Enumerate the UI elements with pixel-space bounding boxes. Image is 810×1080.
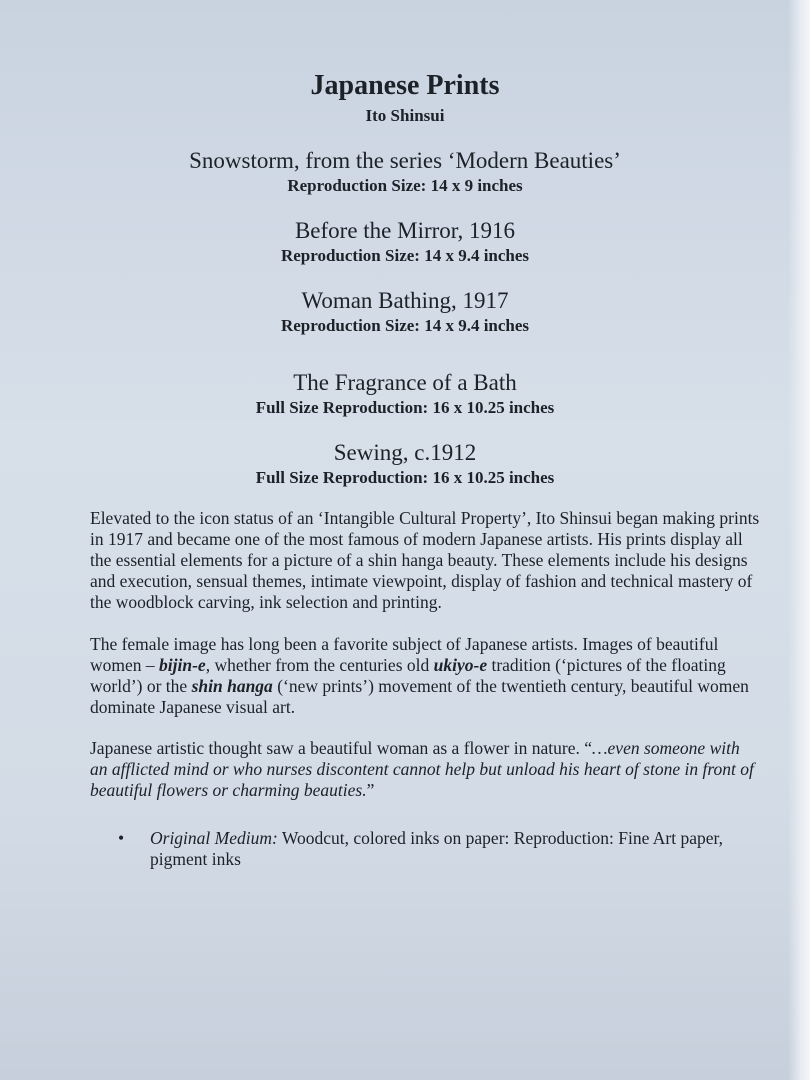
term-bijin-e: bijin-e bbox=[159, 655, 206, 675]
work-size: Reproduction Size: 14 x 9 inches bbox=[287, 176, 523, 195]
term-ukiyo-e: ukiyo-e bbox=[433, 655, 488, 675]
paragraph-text: Japanese artistic thought saw a beautiful woman as a flower in nature. “ bbox=[90, 738, 592, 758]
work-title: Sewing, c.1912 bbox=[333, 440, 477, 465]
paragraph-text: The female image has long been a favorite subject of Japanese artists. Images of beautiful women – bbox=[90, 634, 719, 675]
work-title: Snowstorm, from the series ‘Modern Beauties’ bbox=[189, 148, 621, 173]
paragraph-text: tradition (‘pictures of the floating world’) or the bbox=[90, 655, 726, 696]
bullet-text: Woodcut, colored inks on paper: Reproduction: Fine Art paper, pigment inks bbox=[150, 828, 724, 869]
quote-paragraph bbox=[90, 738, 760, 801]
paragraph-text: , whether from the centuries old bbox=[205, 655, 434, 675]
work-size: Full Size Reproduction: 16 x 10.25 inches bbox=[255, 398, 555, 417]
work-size: Full Size Reproduction: 16 x 10.25 inches bbox=[255, 468, 555, 487]
artist-name: Ito Shinsui bbox=[365, 106, 445, 125]
work-title: Woman Bathing, 1917 bbox=[301, 288, 509, 313]
female-image-paragraph bbox=[90, 634, 760, 718]
work-size: Reproduction Size: 14 x 9.4 inches bbox=[280, 316, 530, 335]
bullet-label: Original Medium: bbox=[150, 828, 278, 848]
quote-text: …even someone with an afflicted mind or who nurses discontent cannot help but unload his heart of stone in front of beautiful flowers or charming beauties. bbox=[90, 738, 754, 800]
term-shin-hanga: shin hanga bbox=[191, 676, 273, 696]
bullet-content bbox=[150, 828, 758, 870]
work-title: Before the Mirror, 1916 bbox=[294, 218, 516, 243]
page-title: Japanese Prints bbox=[310, 70, 500, 101]
bullet-icon: • bbox=[118, 828, 125, 848]
paragraph-text: (‘new prints’) movement of the twentieth century, beautiful women dominate Japanese visual art. bbox=[90, 676, 749, 717]
work-size: Reproduction Size: 14 x 9.4 inches bbox=[280, 246, 530, 265]
work-title: The Fragrance of a Bath bbox=[293, 370, 517, 395]
closing-quote: ” bbox=[366, 780, 375, 800]
intro-paragraph: Elevated to the icon status of an ‘Intangible Cultural Property’, Ito Shinsui began making prints in 1917 and became one of the most famous of modern Japanese artists. His prints display all the essential elements for a picture of a shin hanga beauty. These elements include his designs and execution, sensual themes, intimate viewpoint, display of fashion and technical mastery of the woodblock carving, ink selection and printing. bbox=[90, 508, 760, 612]
